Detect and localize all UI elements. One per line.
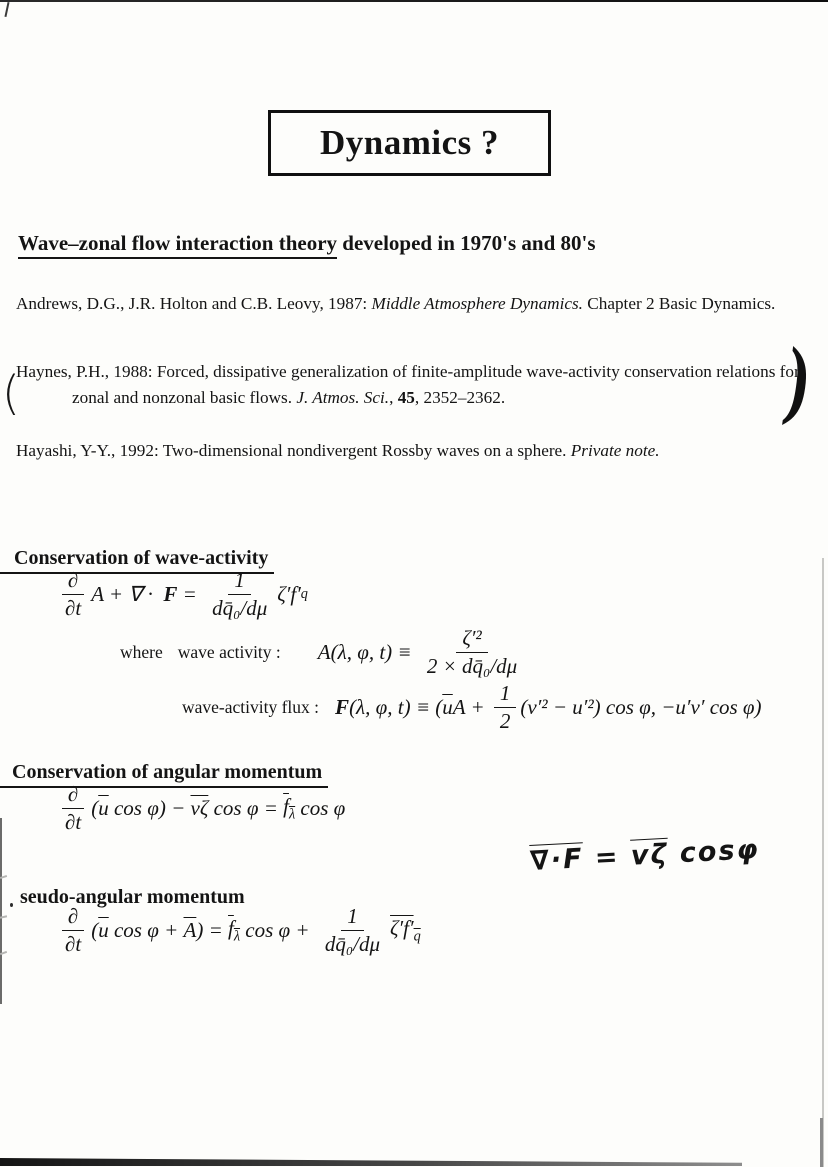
- equation-wave-activity-conservation: $\frac{\partial}{\partial t}$ A + ∇ · F = $\frac{1}{\text{dq̄₀/dμ}}$ ζ′f′ q: [55, 569, 308, 620]
- handwritten-close-paren: ): [779, 329, 816, 430]
- handwritten-open-paren: (: [2, 366, 20, 420]
- v-zeta-bar: $\overline{v\zeta}$: [190, 796, 209, 821]
- where-label: where: [120, 642, 163, 663]
- flux-vector-symbol: F: [335, 695, 350, 720]
- intro-heading-rest: developed in 1970's and 80's: [337, 231, 596, 255]
- scan-edge-bottom: [0, 1158, 742, 1166]
- equation-angular-momentum: $\frac{\partial}{\partial t}$ ( $\overline{u}$ cos φ) − $\overline{v\zeta}$ cos φ = $f_\lambda$ cos φ: [55, 783, 345, 834]
- inverse-gradient-fraction: $\frac{1}{\text{dq̄₀/dμ}}$: [324, 904, 381, 957]
- section-heading-angular-momentum: Conservation of angular momentum: [12, 761, 328, 788]
- div-F-bar: ∇·F: [529, 843, 585, 877]
- wave-activity-label: wave activity :: [177, 642, 281, 663]
- inverse-gradient-fraction: $\frac{1}{\text{dq̄₀/dμ}}$: [212, 568, 268, 621]
- intro-heading-underlined: Wave–zonal flow interaction theory: [18, 231, 337, 259]
- equation-pseudo-angular-momentum: $\frac{\partial}{\partial t}$ ( $\overline{u}$ cos φ + $\overline{A}$ ) = $f_\lambda$ cos φ + $\frac{1}{\text{dq̄₀/dμ}}$ $\zeta'f'_q$: [55, 905, 421, 956]
- scan-tick: [0, 951, 7, 955]
- scan-edge-right-bottom: [820, 1118, 823, 1167]
- u-bar: $\overline{u}$: [98, 796, 109, 821]
- partial-derivative-fraction: $\frac{\partial}{\partial t}$: [59, 569, 87, 620]
- section-heading-pseudo-angular-momentum: seudo-angular momentum: [20, 886, 245, 908]
- wave-activity-definition-row: where wave activity : A(λ, φ, t) ≡ $\frac{\text{ζ′²}}{\text{2 × dq̄₀/dμ}}$: [120, 627, 527, 678]
- scan-tick: [0, 875, 7, 879]
- reference-haynes-1988: Haynes, P.H., 1988: Forced, dissipative generalization of finite-amplitude wave-activity conservation relations for zonal and nonzonal basic flows. J. Atmos. Sci., 45, 2352–2362.: [16, 362, 800, 408]
- v-zeta-bar: $\overline{v\zeta}$: [630, 838, 670, 872]
- scan-mark-top-left: [4, 2, 9, 17]
- section-heading-wave-activity: Conservation of wave-activity: [14, 547, 274, 574]
- flux-vector-symbol: F: [163, 582, 178, 607]
- wave-activity-flux-row: wave-activity flux : F (λ, φ, t) ≡ ( $\overline{u}$ A + $\frac{1}{2}$ (v′² − u′²) cos φ, −u′v′ cos φ): [182, 681, 762, 734]
- reference-hayashi-1992: Hayashi, Y-Y., 1992: Two-dimensional nondivergent Rossby waves on a sphere. Private note.: [16, 441, 660, 461]
- one-half-fraction: $\frac{1}{2}$: [494, 682, 517, 733]
- wave-activity-fraction: $\frac{\text{ζ′²}}{\text{2 × dq̄₀/dμ}}$: [426, 626, 518, 679]
- partial-derivative-fraction: $\frac{\partial}{\partial t}$: [59, 783, 87, 834]
- scan-edge-top: [0, 0, 828, 2]
- zeta-f-bar: $\zeta'f'_q$: [390, 915, 421, 945]
- A-bar: $\overline{A}$: [183, 918, 197, 943]
- title-box: [268, 110, 551, 176]
- scan-tick: [0, 915, 7, 918]
- f-lambda-bar: $f_\lambda$: [228, 915, 241, 945]
- u-bar: $\overline{u}$: [442, 695, 453, 720]
- scan-dot-before-pseudo: [10, 903, 13, 907]
- reference-andrews-1987: Andrews, D.G., J.R. Holton and C.B. Leovy, 1987: Middle Atmosphere Dynamics. Chapter 2 Basic Dynamics.: [16, 294, 776, 314]
- partial-derivative-fraction: $\frac{\partial}{\partial t}$: [59, 905, 87, 956]
- wave-activity-flux-label: wave-activity flux :: [182, 697, 320, 718]
- scan-edge-right: [822, 558, 824, 1167]
- handwritten-equation: ∇·F = $\overline{v\zeta}$ cosφ: [529, 834, 761, 877]
- f-lambda-bar: $f_\lambda$: [283, 793, 296, 823]
- scan-edge-left: [0, 818, 2, 1004]
- page-title: Dynamics ?: [319, 123, 500, 162]
- u-bar: $\overline{u}$: [98, 918, 109, 943]
- intro-heading: [18, 231, 596, 259]
